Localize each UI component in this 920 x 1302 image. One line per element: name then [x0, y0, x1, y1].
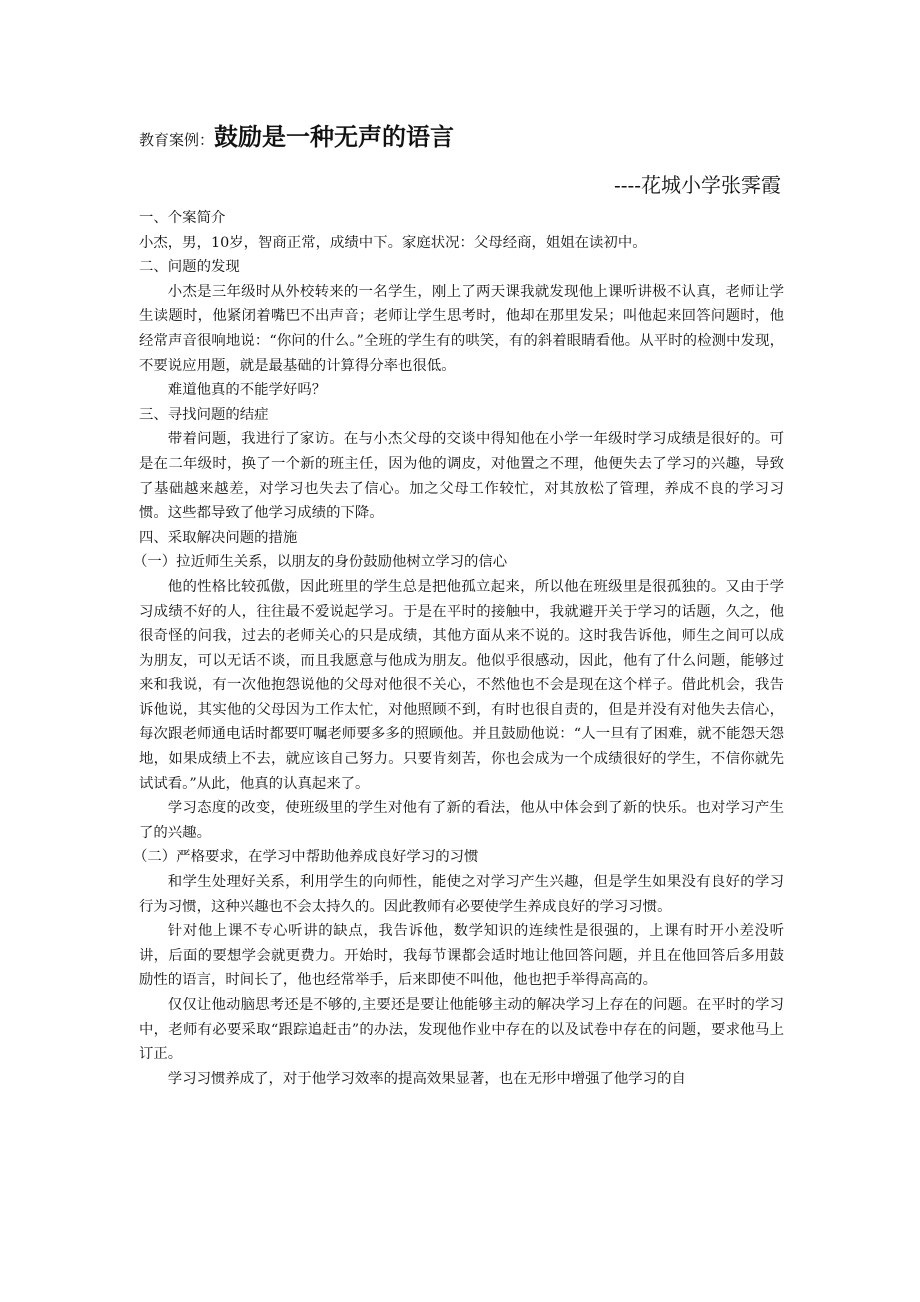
document-body — [133, 206, 784, 1091]
section-heading-3: 三、寻找问题的结症 — [139, 406, 269, 423]
paragraph: 学习习惯养成了，对于他学习效率的提高效果显著，也在无形中增强了他学习的自 — [167, 1070, 686, 1087]
paragraph: 和学生处理好关系，利用学生的向师性，能使之对学习产生兴趣，但是学生如果没有良好的学习行为习惯，这种兴趣也不会太持久的。因此教师有必要使学生养成良好的学习习惯。 — [139, 874, 784, 915]
paragraph: 针对他上课不专心听讲的缺点，我告诉他，数学知识的连续性是很强的，上课有时开小差没听讲，后面的要想学会就更费力。开始时，我每节课都会适时地让他回答问题，并且在他回答后多用鼓励性的语言，时间长了，他也经常举手，后来即使不叫他，他也把手举得高高的。 — [139, 923, 784, 989]
paragraph: 带着问题，我进行了家访。在与小杰父母的交谈中得知他在小学一年级时学习成绩是很好的。可是在二年级时，换了一个新的班主任，因为他的调皮，对他置之不理，他便失去了学习的兴趣，导致了基础越来越差，对学习也失去了信心。加之父母工作较忙，对其放松了管理，养成不良的学习习惯。这些都导致了他学习成绩的下降。 — [139, 431, 784, 522]
paragraph: 难道他真的不能学好吗？ — [167, 382, 327, 399]
subsection-heading-1: （一）拉近师生关系，以朋友的身份鼓励他树立学习的信心 — [133, 554, 508, 571]
paragraph: 小杰是三年级时从外校转来的一名学生，刚上了两天课我就发现他上课听讲极不认真，老师让学生读题时，他紧闭着嘴巴不出声音；老师让学生思考时，他却在那里发呆；叫他起来回答问题时，他经常声音很响地说：“你问的什么。”全班的学生有的哄笑，有的斜着眼睛看他。从平时的检测中发现，不要说应用题，就是最基础的计算得分率也很低。 — [139, 283, 784, 374]
subsection-heading-2: （二）严格要求，在学习中帮助他养成良好学习的习惯 — [133, 849, 479, 866]
author-byline: ----花城小学张霁霞 — [613, 173, 781, 197]
title-line — [139, 120, 454, 157]
section-heading-2: 二、问题的发现 — [139, 259, 240, 276]
title-prefix: 教育案例： — [139, 131, 215, 149]
paragraph: 学习态度的改变，使班级里的学生对他有了新的看法，他从中体会到了新的快乐。也对学习产生了的兴趣。 — [139, 800, 784, 841]
section-heading-4: 四、采取解决问题的措施 — [139, 529, 298, 546]
page-title: 鼓励是一种无声的语言 — [214, 122, 455, 151]
case-summary: 小杰，男，10岁，智商正常，成绩中下。家庭状况：父母经商，姐姐在读初中。 — [139, 234, 647, 251]
paragraph: 仅仅让他动脑思考还是不够的,主要还是要让他能够主动的解决学习上存在的问题。在平时的学习中，老师有必要采取“跟踪追赶击”的办法，发现他作业中存在的以及试卷中存在的问题，要求他马上订正。 — [139, 997, 784, 1063]
paragraph: 他的性格比较孤傲，因此班里的学生总是把他孤立起来，所以他在班级里是很孤独的。又由于学习成绩不好的人，往往最不爱说起学习。于是在平时的接触中，我就避开关于学习的话题，久之，他很奇怪的问我，过去的老师关心的只是成绩，其他方面从来不说的。这时我告诉他，师生之间可以成为朋友，可以无话不谈，而且我愿意与他成为朋友。他似乎很感动，因此，他有了什么问题，能够过来和我说，有一次他抱怨说他的父母对他很不关心，不然他也不会是现在这个样子。借此机会，我告诉他说，其实他的父母因为工作太忙，对他照顾不到，有时也很自责的，但是并没有对他失去信心，每次跟老师通电话时都要叮嘱老师要多多的照顾他。并且鼓励他说：“人一旦有了困难，就不能怨天怨地，如果成绩上不去，就应该自己努力。只要肯刻苦，你也会成为一个成绩很好的学生，不信你就先试试看。”从此，他真的认真起来了。 — [139, 578, 784, 792]
section-heading-1: 一、个案简介 — [139, 210, 226, 226]
